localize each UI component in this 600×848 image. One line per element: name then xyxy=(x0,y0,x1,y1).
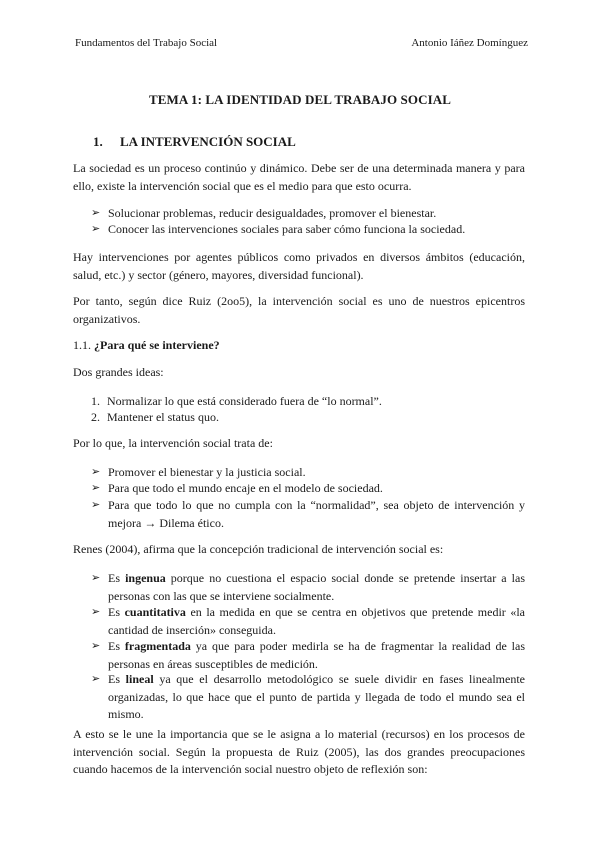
bullet-keyword: cuantitativa xyxy=(124,605,186,619)
bullet-item xyxy=(91,638,525,673)
bullet-item xyxy=(91,464,525,482)
numbered-item xyxy=(91,409,525,427)
paragraph-agents: Hay intervenciones por agentes públicos como privados en diversos ámbitos (educación, salud, etc.) y sector (género, mayores, diversidad funcional). xyxy=(73,250,525,282)
item-number: 1. xyxy=(91,394,100,408)
header-author: Antonio Iáñez Domínguez xyxy=(411,37,528,49)
bullet-arrow-icon: ➢ xyxy=(91,499,101,511)
paragraph-renes: Renes (2004), afirma que la concepción tradicional de intervención social es: xyxy=(73,542,444,556)
bullet-item xyxy=(91,221,525,239)
bullet-arrow-icon: ➢ xyxy=(91,466,101,478)
section-number: 1. xyxy=(93,134,103,149)
bullet-text: Para que todo el mundo encaje en el modelo de sociedad. xyxy=(108,481,383,495)
bullet-item xyxy=(91,604,525,639)
bullet-text: Conocer las intervenciones sociales para saber cómo funciona la sociedad. xyxy=(108,222,466,236)
section-heading xyxy=(93,134,296,150)
bullet-arrow-icon: ➢ xyxy=(91,223,101,235)
header-course: Fundamentos del Trabajo Social xyxy=(75,37,218,49)
paragraph-material: A esto se le une la importancia que se le asigna a lo material (recursos) en los procesos de intervención social. Según la propuesta de Ruiz (2005), las dos grandes preocupaciones cuando hacemos de la intervención social nuestro objeto de reflexión son: xyxy=(73,727,525,776)
bullet-text: Solucionar problemas, reducir desigualdades, promover el bienestar. xyxy=(108,206,437,220)
item-text: Mantener el status quo. xyxy=(107,410,219,424)
bullet-text: Es fragmentada ya que para poder medirla se ha de fragmentar la realidad de las personas en áreas susceptibles de medición. xyxy=(108,639,526,671)
bullet-arrow-icon: ➢ xyxy=(91,207,101,219)
bullet-item xyxy=(91,497,525,532)
bullet-item xyxy=(91,671,525,724)
bullet-text: Es ingenua porque no cuestiona el espacio social donde se pretende insertar a las personas con las que se interviene socialmente. xyxy=(108,571,525,603)
paragraph-trata: Por lo que, la intervención social trata de: xyxy=(73,436,273,450)
paragraph-ruiz: Por tanto, según dice Ruiz (2oo5), la intervención social es uno de nuestros epicentros organizativos. xyxy=(73,294,525,326)
paragraph-ideas: Dos grandes ideas: xyxy=(73,365,164,379)
bullet-arrow-icon: ➢ xyxy=(91,673,101,685)
bullet-arrow-icon: ➢ xyxy=(91,606,101,618)
bullet-keyword: ingenua xyxy=(125,571,166,585)
bullet-item xyxy=(91,205,525,223)
bullet-text: Es lineal ya que el desarrollo metodológico se suele dividir en fases linealmente organizadas, lo que hace que el punto de partida y llegada de todo el mundo sea el mismo. xyxy=(108,672,525,721)
section-title: LA INTERVENCIÓN SOCIAL xyxy=(120,134,296,149)
bullet-text: Para que todo lo que no cumpla con la “normalidad”, sea objeto de intervención y mejora → Dilema ético. xyxy=(108,498,525,530)
bullet-arrow-icon: ➢ xyxy=(91,482,101,494)
subsection-heading xyxy=(73,337,525,355)
subsection-title: ¿Para qué se interviene? xyxy=(94,338,220,352)
item-number: 2. xyxy=(91,410,100,424)
bullet-keyword: fragmentada xyxy=(124,639,191,653)
bullet-item xyxy=(91,480,525,498)
item-text: Normalizar lo que está considerado fuera de “lo normal”. xyxy=(107,394,382,408)
bullet-arrow-icon: ➢ xyxy=(91,640,101,652)
bullet-keyword: lineal xyxy=(125,672,154,686)
subsection-number: 1.1. xyxy=(73,338,91,352)
paragraph-intro: La sociedad es un proceso continúo y dinámico. Debe ser de una determinada manera y para ello, existe la intervención social que es el medio para que esto ocurra. xyxy=(73,161,525,193)
page-title: TEMA 1: LA IDENTIDAD DEL TRABAJO SOCIAL xyxy=(149,92,451,107)
bullet-text: Es cuantitativa en la medida en que se centra en objetivos que pretende medir «la cantidad de inserción» conseguida. xyxy=(108,605,526,637)
bullet-arrow-icon: ➢ xyxy=(91,572,101,584)
bullet-text: Promover el bienestar y la justicia social. xyxy=(108,465,306,479)
numbered-item xyxy=(91,393,525,411)
bullet-item xyxy=(91,570,525,605)
